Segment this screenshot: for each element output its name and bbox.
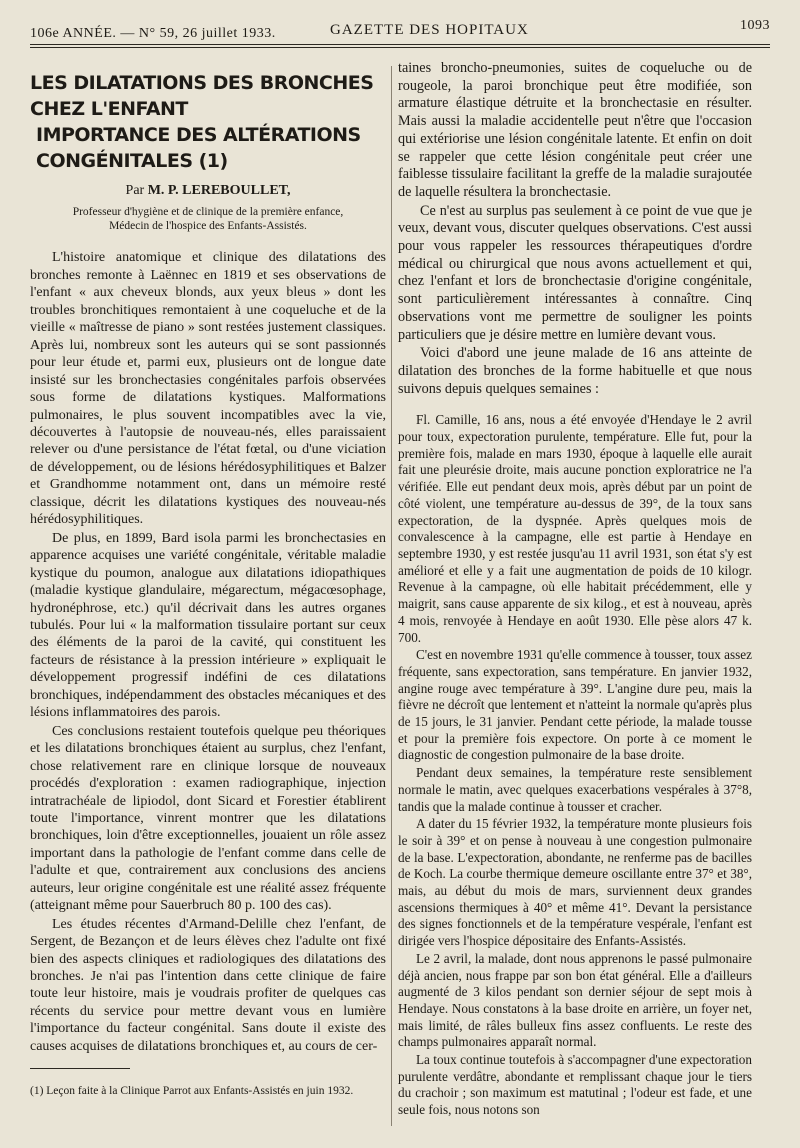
left-column (30, 60, 386, 1055)
body-paragraph: De plus, en 1899, Bard isola parmi les bronchectasies en apparence acquises une variété congénitale, véritable maladie kystique du poumon, analogue aux dilatations idiopathiques (maladie kystique glandulaire, mégarectum, mégacœsophage, hydronéphrose, etc.) qu'il décrivait dans les autres organes tubulés. Pour lui « la malformation tissulaire portant sur ceux des éléments de la paroi de la cavité, qui constituent les facteurs de résistance à la pression intérieure » expliquait le développement progressif indéfini de ces dilatations bronchiques, indépendamment des obstacles mécaniques et des lésions inflammatoires des parois. (30, 530, 386, 721)
title-line-2: IMPORTANCE DES ALTÉRATIONS CONGÉNITALES (1) (36, 124, 361, 172)
observation-paragraph: La toux continue toutefois à s'accompagner d'une expectoration purulente verdâtre, abondante et remplissant chaque jour le tiers du crachoir ; son maximum est matutinal ; l'odeur est fade, et une seule fois, nous notons son (398, 1052, 752, 1118)
author-prefix: Par (125, 183, 145, 198)
issue-info: 106e ANNÉE. — N° 59, 26 juillet 1933. (30, 26, 276, 41)
case-observation (398, 412, 752, 1119)
right-column (398, 60, 752, 1119)
observation-paragraph: A dater du 15 février 1932, la température monte plusieurs fois le soir à 39° et on pense à nouveau à une congestion pulmonaire de la base. L'expectoration, abondante, ne renferme pas de bacilles de Koch. La courbe thermique demeure oscillante entre 37° et 38°, mais, au début du mois de mars, surviennent deux grandes ascensions thermiques à 40° et même 41°. Devant la persistance des signes fonctionnels et de la température vespérale, l'enfant est dirigée vers l'hospice dépositaire des Enfants-Assistés. (398, 816, 752, 949)
body-paragraph: L'histoire anatomique et clinique des dilatations des bronches remonte à Laënnec en 1819 et ses observations de l'enfant « aux cheveux blonds, aux yeux bleus » dont les troubles bronchitiques remontaient à une coqueluche et de la vieille « maîtresse de piano » sont restées justement classiques. Après lui, nombreux sont les auteurs qui se sont passionnés pour leur étude et, parmi eux, plusieurs ont de longue date insisté sur les bronchectasies congénitales parfois observées sous forme de dilatations kystiques. Malformations pulmonaires, le plus souvent incompatibles avec la vie, découvertes à l'autopsie de nouveau-nés, elles paraissaient relever ou d'une persistance de l'état fœtal, ou d'une viciation de développement, ou de lésions hérédosyphilitiques et Balzer et Grandhomme notamment ont, dans un mémoire resté classique, décrit les dilatations kystiques des nouveau-nés hérédosyphilitiques. (30, 250, 386, 528)
author-affiliation (30, 205, 386, 233)
author-name: M. P. LEREBOULLET, (147, 183, 291, 198)
body-paragraph: taines broncho-pneumonies, suites de coqueluche ou de rougeole, la paroi bronchique peut être modifiée, son armature élastique détruite et la bronchectasie en résulter. Mais aussi la maladie accidentelle peut n'être que l'occasion qui extériorise une lésion congénitale latente. Et enfin on doit se rappeler que cette lésion congénitale peut créer une faiblesse tissulaire facilitant la greffe de la maladie surajoutée de laquelle résultera la bronchectasie. (398, 60, 752, 200)
observation-paragraph: C'est en novembre 1931 qu'elle commence à tousser, toux assez fréquente, sans expectoration, sans température. En janvier 1932, angine rouge avec température à 39°. L'angine dure peu, mais la fièvre ne décroît que lentement et n'atteint la normale qu'après plus de 15 jours, le 31 janvier. Pendant cette période, la malade tousse et pour la première fois expectore. On porte à ce moment le diagnostic de congestion pulmonaire de la base droite. (398, 647, 753, 763)
body-paragraph: Ce n'est au surplus pas seulement à ce point de vue que je veux, devant vous, discuter quelques observations. C'est aussi pour vous rappeler les ressources thérapeutiques d'ordre médical ou chirurgical que nous avons actuellement et qui, chez l'enfant et lors de bronchectasie d'origine congénitale, sont particulièrement intéressantes à connaître. Cinq observations vont me permettre de souligner les points particuliers que je désire mettre en lumière devant vous. (398, 202, 752, 343)
header-rule (30, 44, 770, 45)
footnote: (1) Leçon faite à la Clinique Parrot aux Enfants-Assistés en juin 1932. (30, 1085, 354, 1097)
observation-paragraph: Le 2 avril, la malade, dont nous apprenons le passé pulmonaire déjà ancien, nous frappe par son bon état général. Elle a d'ailleurs augmenté de 3 kilos pendant son dernier séjour de sept mois à Hendaye. Nous constatons à la base droite en arrière, un foyer net, mais limité, de râles bulleux fins assez confluents. Le reste des champs pulmonaires apparaît normal. (398, 950, 752, 1050)
article-author (30, 182, 386, 199)
title-line-1: LES DILATATIONS DES BRONCHES CHEZ L'ENFANT (30, 72, 374, 120)
affiliation-line: Médecin de l'hospice des Enfants-Assistés. (109, 220, 307, 233)
body-paragraph: Les études récentes d'Armand-Delille chez l'enfant, de Sergent, de Bezançon et de leurs élèves chez l'adulte ont fixé bien des aspects cliniques et radiologiques des dilatations des bronches. Je n'ai pas l'intention dans cette clinique de faire toute leur histoire, mais je voudrais profiter de quelques cas récents du service pour mettre devant vous en lumière l'importance du facteur congénital. Sans doute il existe des causes acquises de dilatations bronchiques et, au cours de cer- (30, 916, 386, 1054)
body-paragraph: Ces conclusions restaient toutefois quelque peu théoriques et les dilatations bronchiques étaient au surplus, chez l'enfant, chose relativement rare en clinique lorsque de nouveaux procédés d'exploration : examen radiographique, injection intratrachéale de lipiodol, dont Sicard et Forestier établirent toute l'importance, vinrent montrer que les dilatations bronchiques, loin d'être exceptionnelles, jouaient un rôle assez important dans la pathologie de l'enfant comme dans celle de l'adulte et que, contrairement aux conclusions des anciens auteurs, leur origine congénitale est une réalité assez fréquente (atteignant même pour Sauerbruch 80 p. 100 des cas). (30, 723, 386, 914)
page-header (30, 14, 770, 41)
column-divider (391, 66, 392, 1126)
page-number: 1093 (740, 18, 770, 33)
observation-paragraph: Pendant deux semaines, la température reste sensiblement normale le matin, avec quelques exacerbations vespérales à 37°8, tandis que la malade continue à tousser et cracher. (398, 765, 752, 814)
journal-title: GAZETTE DES HOPITAUX (330, 22, 529, 38)
body-paragraph: Voici d'abord une jeune malade de 16 ans atteinte de dilatation des bronches de la forme habituelle et que nous suivons depuis quelques semaines : (398, 345, 752, 397)
footnote-rule (30, 1068, 130, 1069)
article-title (30, 70, 386, 174)
affiliation-line: Professeur d'hygiène et de clinique de la première enfance, (72, 206, 344, 219)
observation-paragraph: Fl. Camille, 16 ans, nous a été envoyée d'Hendaye le 2 avril pour toux, expectoration purulente, température. Elle fut, pour la première fois, malade en mars 1930, époque à laquelle elle aurait fait une pleurésie droite, mais aucune ponction exploratrice ne l'a vérifiée. Elle eut pendant deux mois, après début par un point de côté violent, une température au-dessus de 39°, de la toux sans expectoration, de la dyspnée. Après quelques mois de convalescence à la campagne, elle est partie à Hendaye en septembre 1930, y est restée jusqu'au 11 avril 1931, son état s'y est amélioré et elle y a fait une augmentation de poids de 10 kilogr. Revenue à la campagne, où elle habitait précédemment, elle y maigrit, sans cause apparente de six kilog., et est à nouveau, après 4 mois, renvoyée à Hendaye en août 1930. Elle pèse alors 47 k. 700. (398, 412, 752, 645)
header-rule-double (30, 47, 770, 48)
